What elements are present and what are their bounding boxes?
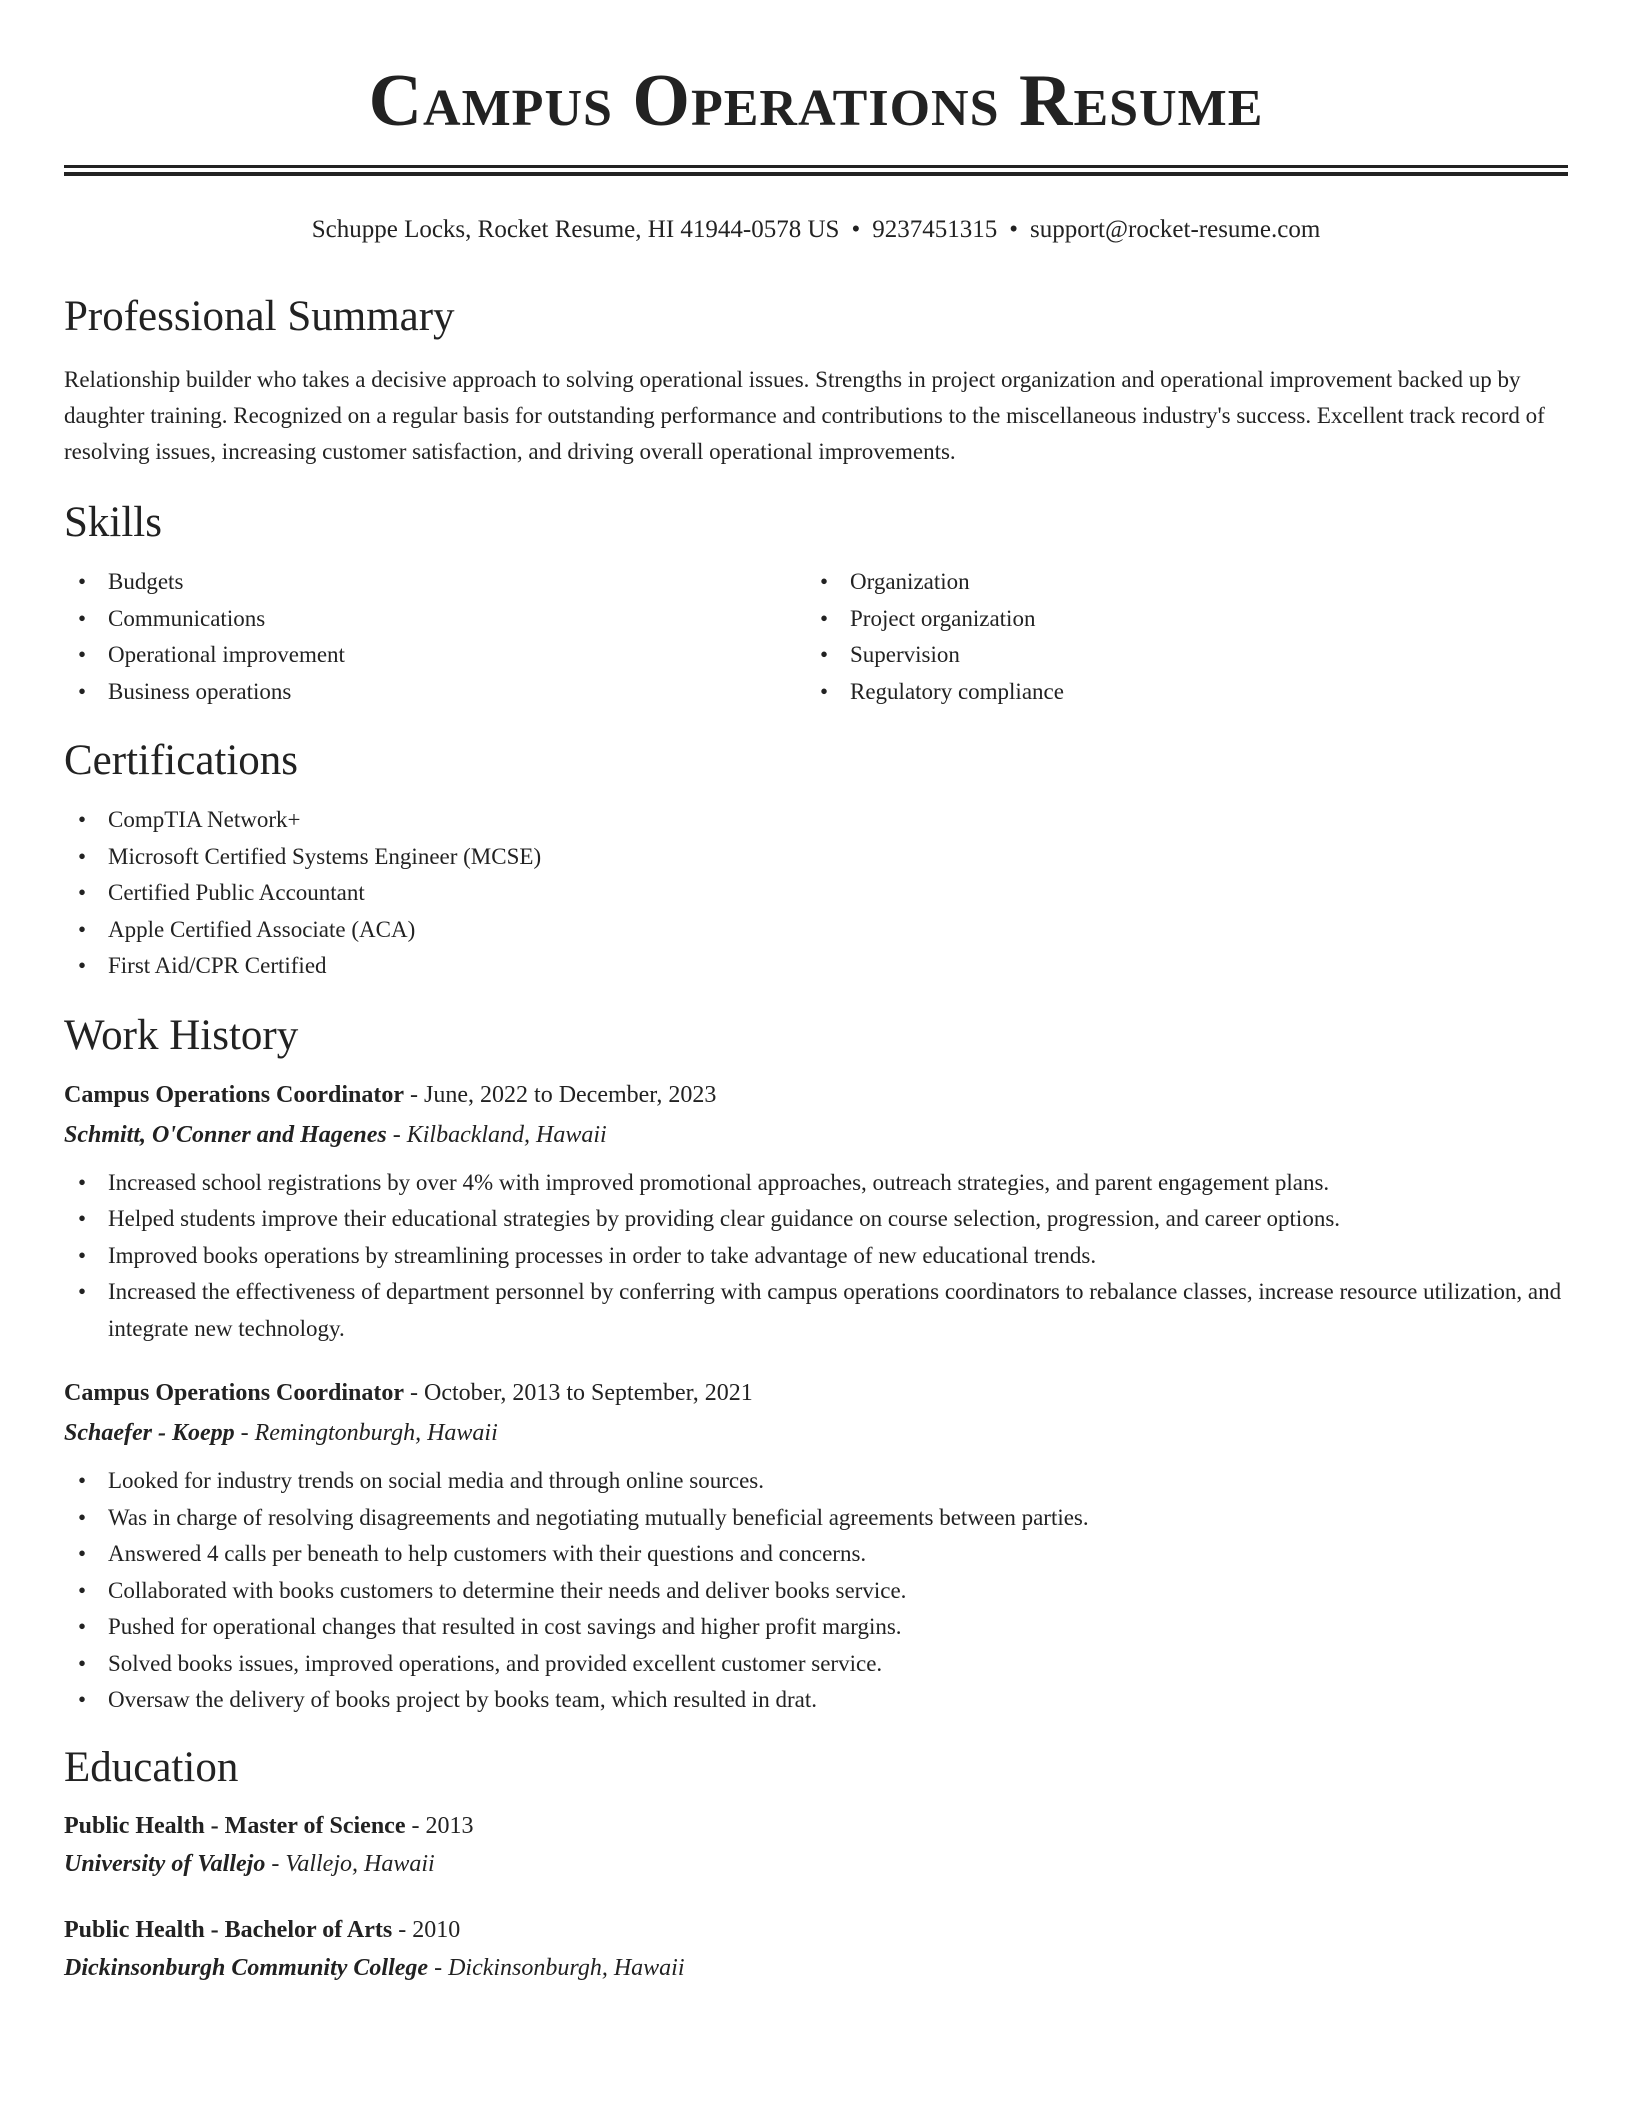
dash: - — [404, 1380, 425, 1406]
contact-address: Schuppe Locks, Rocket Resume, HI 41944-0578 US — [311, 216, 840, 243]
skill-item: • Business operations — [64, 674, 806, 711]
job-location: Remingtonburgh, Hawaii — [254, 1420, 498, 1446]
job-duties-list — [64, 1165, 1568, 1348]
job-duty: • Looked for industry trends on social media and through online sources. — [64, 1463, 1568, 1500]
contact-email: support@rocket-resume.com — [1029, 216, 1321, 243]
job-employer — [64, 1413, 1568, 1453]
skill-item: • Regulatory compliance — [806, 674, 1548, 711]
contact-separator: • — [1009, 216, 1018, 243]
job-duty: • Oversaw the delivery of books project by books team, which resulted in drat. — [64, 1682, 1568, 1719]
dash: - — [265, 1850, 286, 1877]
job-company: Schaefer - Koepp — [64, 1420, 235, 1446]
dash: - — [404, 1081, 425, 1108]
skill-item: • Organization — [806, 564, 1548, 601]
dash: - — [234, 1420, 255, 1446]
resume-title: Campus Operations Resume — [368, 60, 1264, 142]
job-duty: • Helped students improve their educational strategies by providing clear guidance on course selection, progression, and career options. — [64, 1201, 1568, 1238]
job-entry — [64, 1075, 1568, 1348]
job-duty: • Was in charge of resolving disagreements and negotiating mutually beneficial agreements between parties. — [64, 1500, 1568, 1537]
skill-item: • Budgets — [64, 564, 806, 601]
dash: - — [392, 1916, 413, 1943]
job-dates: June, 2022 to December, 2023 — [424, 1081, 717, 1108]
job-duty: • Solved books issues, improved operations, and provided excellent customer service. — [64, 1646, 1568, 1683]
education-year: 2010 — [412, 1916, 461, 1943]
job-duty: • Pushed for operational changes that resulted in cost savings and higher profit margins. — [64, 1609, 1568, 1646]
job-duty: • Increased the effectiveness of department personnel by conferring with campus operations coordinators to rebalance classes, increase resource utilization, and integrate new technology. — [64, 1274, 1568, 1347]
job-title: Campus Operations Coordinator — [64, 1380, 405, 1406]
education-degree: Public Health - Bachelor of Arts — [64, 1916, 393, 1943]
education-year: 2013 — [425, 1812, 474, 1839]
summary-text: Relationship builder who takes a decisive approach to solving operational issues. Strengths in project organization and operational improvement backed up by daughter training. Recognized on a regular basis for outstanding performance and contributions to the miscellaneous industry's success. Excellent track record of resolving issues, increasing customer satisfaction, and driving overall operational improvements. — [64, 367, 1545, 464]
job-title: Campus Operations Coordinator — [64, 1081, 405, 1108]
certifications-list — [64, 802, 1568, 985]
skill-item: • Communications — [64, 601, 806, 638]
education-degree: Public Health - Master of Science — [64, 1812, 406, 1839]
education-entry — [64, 1911, 1568, 1987]
skills-columns — [64, 564, 1568, 710]
dash: - — [428, 1954, 449, 1981]
certification-item: • Certified Public Accountant — [64, 875, 1568, 912]
skills-list-right — [806, 564, 1548, 710]
work-history-section — [64, 1011, 1568, 1719]
job-entry — [64, 1373, 1568, 1719]
job-duties-list — [64, 1463, 1568, 1719]
summary-heading: Professional Summary — [64, 293, 455, 340]
skills-section — [64, 498, 1568, 710]
education-school-line — [64, 1949, 1568, 1987]
skill-item: • Project organization — [806, 601, 1548, 638]
job-location: Kilbackland, Hawaii — [406, 1121, 607, 1148]
skill-item: • Operational improvement — [64, 637, 806, 674]
dash: - — [386, 1121, 407, 1148]
certifications-heading: Certifications — [64, 737, 299, 784]
education-location: Dickinsonburgh, Hawaii — [448, 1954, 685, 1981]
job-header — [64, 1373, 1568, 1413]
education-entry — [64, 1807, 1568, 1883]
dash: - — [405, 1812, 426, 1839]
contact-line — [64, 214, 1568, 246]
job-duty: • Improved books operations by streamlining processes in order to take advantage of new educational trends. — [64, 1238, 1568, 1275]
job-duty: • Collaborated with books customers to determine their needs and deliver books service. — [64, 1573, 1568, 1610]
education-heading: Education — [64, 1743, 239, 1791]
job-dates: October, 2013 to September, 2021 — [424, 1380, 753, 1406]
education-degree-line — [64, 1807, 1568, 1845]
skills-heading: Skills — [64, 499, 162, 546]
education-school-line — [64, 1845, 1568, 1883]
certification-item: • First Aid/CPR Certified — [64, 948, 1568, 985]
job-employer — [64, 1115, 1568, 1155]
certification-item: • Microsoft Certified Systems Engineer (MCSE) — [64, 839, 1568, 876]
job-duty: • Answered 4 calls per beneath to help customers with their questions and concerns. — [64, 1536, 1568, 1573]
certifications-section — [64, 736, 1568, 985]
contact-separator: • — [851, 216, 861, 243]
education-location: Vallejo, Hawaii — [285, 1850, 435, 1877]
education-degree-line — [64, 1911, 1568, 1949]
certification-item: • CompTIA Network+ — [64, 802, 1568, 839]
contact-phone: 9237451315 — [872, 216, 998, 243]
job-duty: • Increased school registrations by over 4% with improved promotional approaches, outreach strategies, and parent engagement plans. — [64, 1165, 1568, 1202]
work-history-heading: Work History — [64, 1011, 299, 1059]
job-header — [64, 1075, 1568, 1115]
skills-list-left — [64, 564, 806, 710]
education-school: University of Vallejo — [64, 1850, 266, 1877]
job-company: Schmitt, O'Conner and Hagenes — [64, 1121, 387, 1148]
title-divider — [64, 165, 1568, 176]
certification-item: • Apple Certified Associate (ACA) — [64, 912, 1568, 949]
skill-item: • Supervision — [806, 637, 1548, 674]
education-section — [64, 1743, 1568, 1987]
summary-section — [64, 292, 1568, 470]
education-school: Dickinsonburgh Community College — [64, 1954, 429, 1981]
